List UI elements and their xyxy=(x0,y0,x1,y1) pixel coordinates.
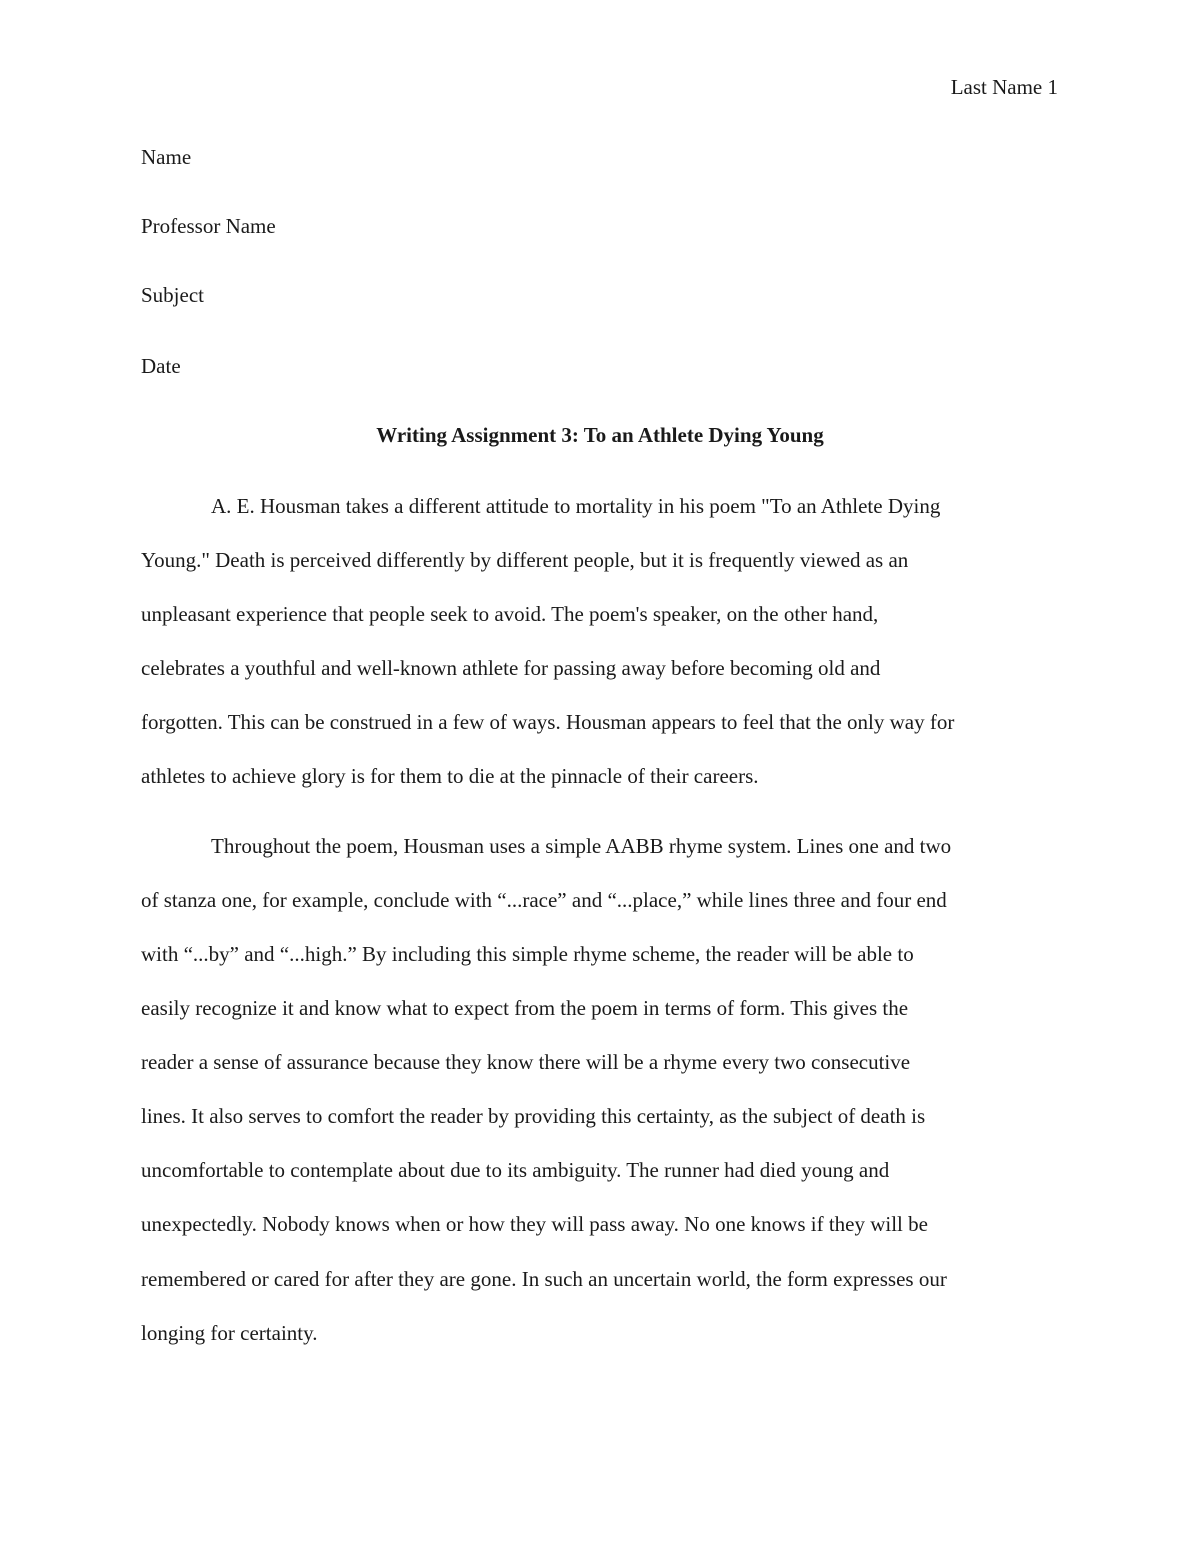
running-head: Last Name 1 xyxy=(950,75,1058,99)
paragraph-line: unexpectedly. Nobody knows when or how they will pass away. No one knows if they will be xyxy=(141,1212,928,1236)
paragraph-line: uncomfortable to contemplate about due to its ambiguity. The runner had died young and xyxy=(141,1158,890,1182)
date: Date xyxy=(141,354,181,378)
paragraph-line: Throughout the poem, Housman uses a simple AABB rhyme system. Lines one and two xyxy=(211,834,952,858)
essay-title: Writing Assignment 3: To an Athlete Dying Young xyxy=(376,423,824,447)
paragraph-line: of stanza one, for example, conclude with “...race” and “...place,” while lines three and four end xyxy=(141,888,947,912)
paragraph-line: reader a sense of assurance because they know there will be a rhyme every two consecutive xyxy=(141,1050,911,1074)
paragraph-line: easily recognize it and know what to expect from the poem in terms of form. This gives the xyxy=(141,996,909,1020)
paragraph-line: Young." Death is perceived differently by different people, but it is frequently viewed as an xyxy=(141,548,909,572)
paragraph-line: remembered or cared for after they are gone. In such an uncertain world, the form expresses our xyxy=(141,1267,947,1291)
paragraph-line: forgotten. This can be construed in a few of ways. Housman appears to feel that the only way for xyxy=(141,710,955,734)
paragraph-line: athletes to achieve glory is for them to die at the pinnacle of their careers. xyxy=(141,764,759,788)
paragraph-line: A. E. Housman takes a different attitude to mortality in his poem "To an Athlete Dying xyxy=(211,494,941,518)
subject: Subject xyxy=(141,283,204,307)
professor-name: Professor Name xyxy=(141,214,276,238)
paragraph-line: unpleasant experience that people seek to avoid. The poem's speaker, on the other hand, xyxy=(141,602,879,626)
paragraph-line: with “...by” and “...high.” By including this simple rhyme scheme, the reader will be able to xyxy=(141,942,914,966)
student-name: Name xyxy=(141,145,192,169)
paragraph-line: lines. It also serves to comfort the reader by providing this certainty, as the subject of death is xyxy=(141,1104,926,1128)
paragraph-line: celebrates a youthful and well-known athlete for passing away before becoming old and xyxy=(141,656,881,680)
paragraph-line: longing for certainty. xyxy=(141,1321,318,1345)
